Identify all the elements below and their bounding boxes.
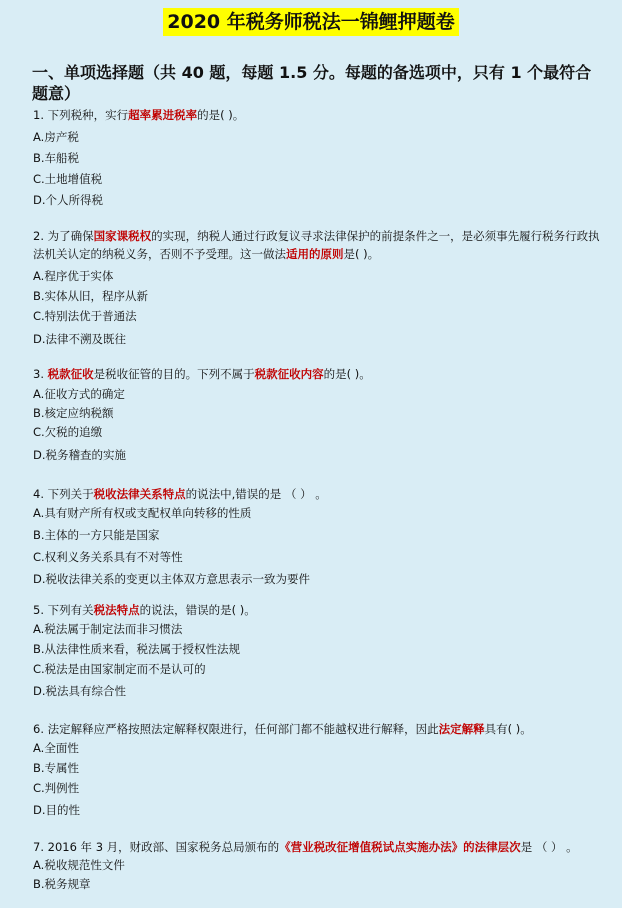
option-c: C.土地增值税 [33, 172, 103, 186]
option-d: D.税务稽查的实施 [33, 448, 127, 462]
stem-text: 的是( )。 [197, 108, 245, 122]
stem-keyword: 《营业税改征增值税试点实施办法》的法律层次 [279, 840, 521, 854]
question-7 [33, 838, 602, 894]
stem-text: 的说法中,错误的是 （ ） 。 [185, 487, 327, 501]
question-stem [33, 720, 602, 738]
option-d: D.个人所得税 [33, 193, 104, 207]
question-5 [33, 601, 602, 701]
option-b: B.核定应纳税额 [33, 406, 114, 420]
stem-text: 7. 2016 年 3 月，财政部、国家税务总局颁布的 [33, 840, 280, 854]
option-a: A.全面性 [33, 741, 79, 755]
option-a: A.税法属于制定法而非习惯法 [33, 622, 183, 636]
option-a: A.征收方式的确定 [33, 387, 125, 401]
title-wrap [0, 0, 622, 36]
stem-keyword: 税收法律关系特点 [93, 487, 186, 501]
stem-text: 3. [33, 367, 48, 381]
option-a: A.程序优于实体 [33, 269, 114, 283]
stem-text: 的实现，纳税人通过行政复议寻求法律保护的前提条件之一，是必须事先履行税务行政执法机关认定的纳税义务，否则不予受理。这一做法 [33, 229, 600, 261]
stem-text: 是( )。 [343, 247, 380, 261]
stem-text: 2. 为了确保 [33, 229, 94, 243]
option-b: B.实体从旧，程序从新 [33, 289, 149, 303]
option-c: C.税法是由国家制定而不是认可的 [33, 662, 206, 676]
option-c: C.判例性 [33, 781, 80, 795]
question-6 [33, 720, 602, 820]
option-b: B.专属性 [33, 761, 80, 775]
question-stem [33, 365, 602, 383]
question-3 [33, 365, 602, 465]
stem-keyword: 国家课税权 [93, 229, 152, 243]
question-stem [33, 227, 602, 263]
section-heading: 一、单项选择题（共 40 题，每题 1.5 分。每题的备选项中，只有 1 个最符合题意） [32, 63, 592, 103]
option-a: A.具有财产所有权或支配权单向转移的性质 [33, 506, 252, 520]
stem-keyword: 税款征收内容 [254, 367, 324, 381]
stem-keyword: 超率累进税率 [128, 108, 198, 122]
option-d: D.目的性 [33, 803, 81, 817]
stem-text: 是 （ ） 。 [520, 840, 578, 854]
option-c: C.欠税的追缴 [33, 425, 103, 439]
question-2 [33, 227, 602, 349]
option-c: C.特别法优于普通法 [33, 309, 137, 323]
stem-text: 的说法，错误的是( )。 [139, 603, 256, 617]
question-stem [33, 485, 602, 503]
question-1 [33, 106, 602, 211]
option-d: D.税收法律关系的变更以主体双方意思表示一致为要件 [33, 572, 311, 586]
option-a: A.房产税 [33, 130, 79, 144]
question-stem [33, 106, 602, 124]
document-title: 2020 年税务师税法一锦鲤押题卷 [163, 8, 459, 36]
stem-keyword: 适用的原则 [286, 247, 344, 261]
option-a: A.税收规范性文件 [33, 858, 125, 872]
option-b: B.车船税 [33, 151, 80, 165]
question-4 [33, 485, 602, 589]
stem-keyword: 法定解释 [438, 722, 485, 736]
option-b: B.从法律性质来看，税法属于授权性法规 [33, 642, 241, 656]
stem-text: 具有( )。 [484, 722, 532, 736]
stem-text: 是税收征管的目的。下列不属于 [93, 367, 255, 381]
question-stem [33, 838, 602, 856]
stem-text: 4. 下列关于 [33, 487, 94, 501]
question-stem [33, 601, 602, 619]
stem-text: 1. 下列税种，实行 [33, 108, 129, 122]
option-c: C.权利义务关系具有不对等性 [33, 550, 183, 564]
stem-text: 6. 法定解释应严格按照法定解释权限进行，任何部门都不能越权进行解释，因此 [33, 722, 439, 736]
stem-keyword: 税法特点 [93, 603, 140, 617]
stem-text: 的是( )。 [323, 367, 371, 381]
option-b: B.主体的一方只能是国家 [33, 528, 160, 542]
stem-text: 5. 下列有关 [33, 603, 94, 617]
option-b: B.税务规章 [33, 877, 91, 891]
stem-keyword: 税款征收 [47, 367, 94, 381]
option-d: D.税法具有综合性 [33, 684, 127, 698]
option-d: D.法律不溯及既往 [33, 332, 127, 346]
